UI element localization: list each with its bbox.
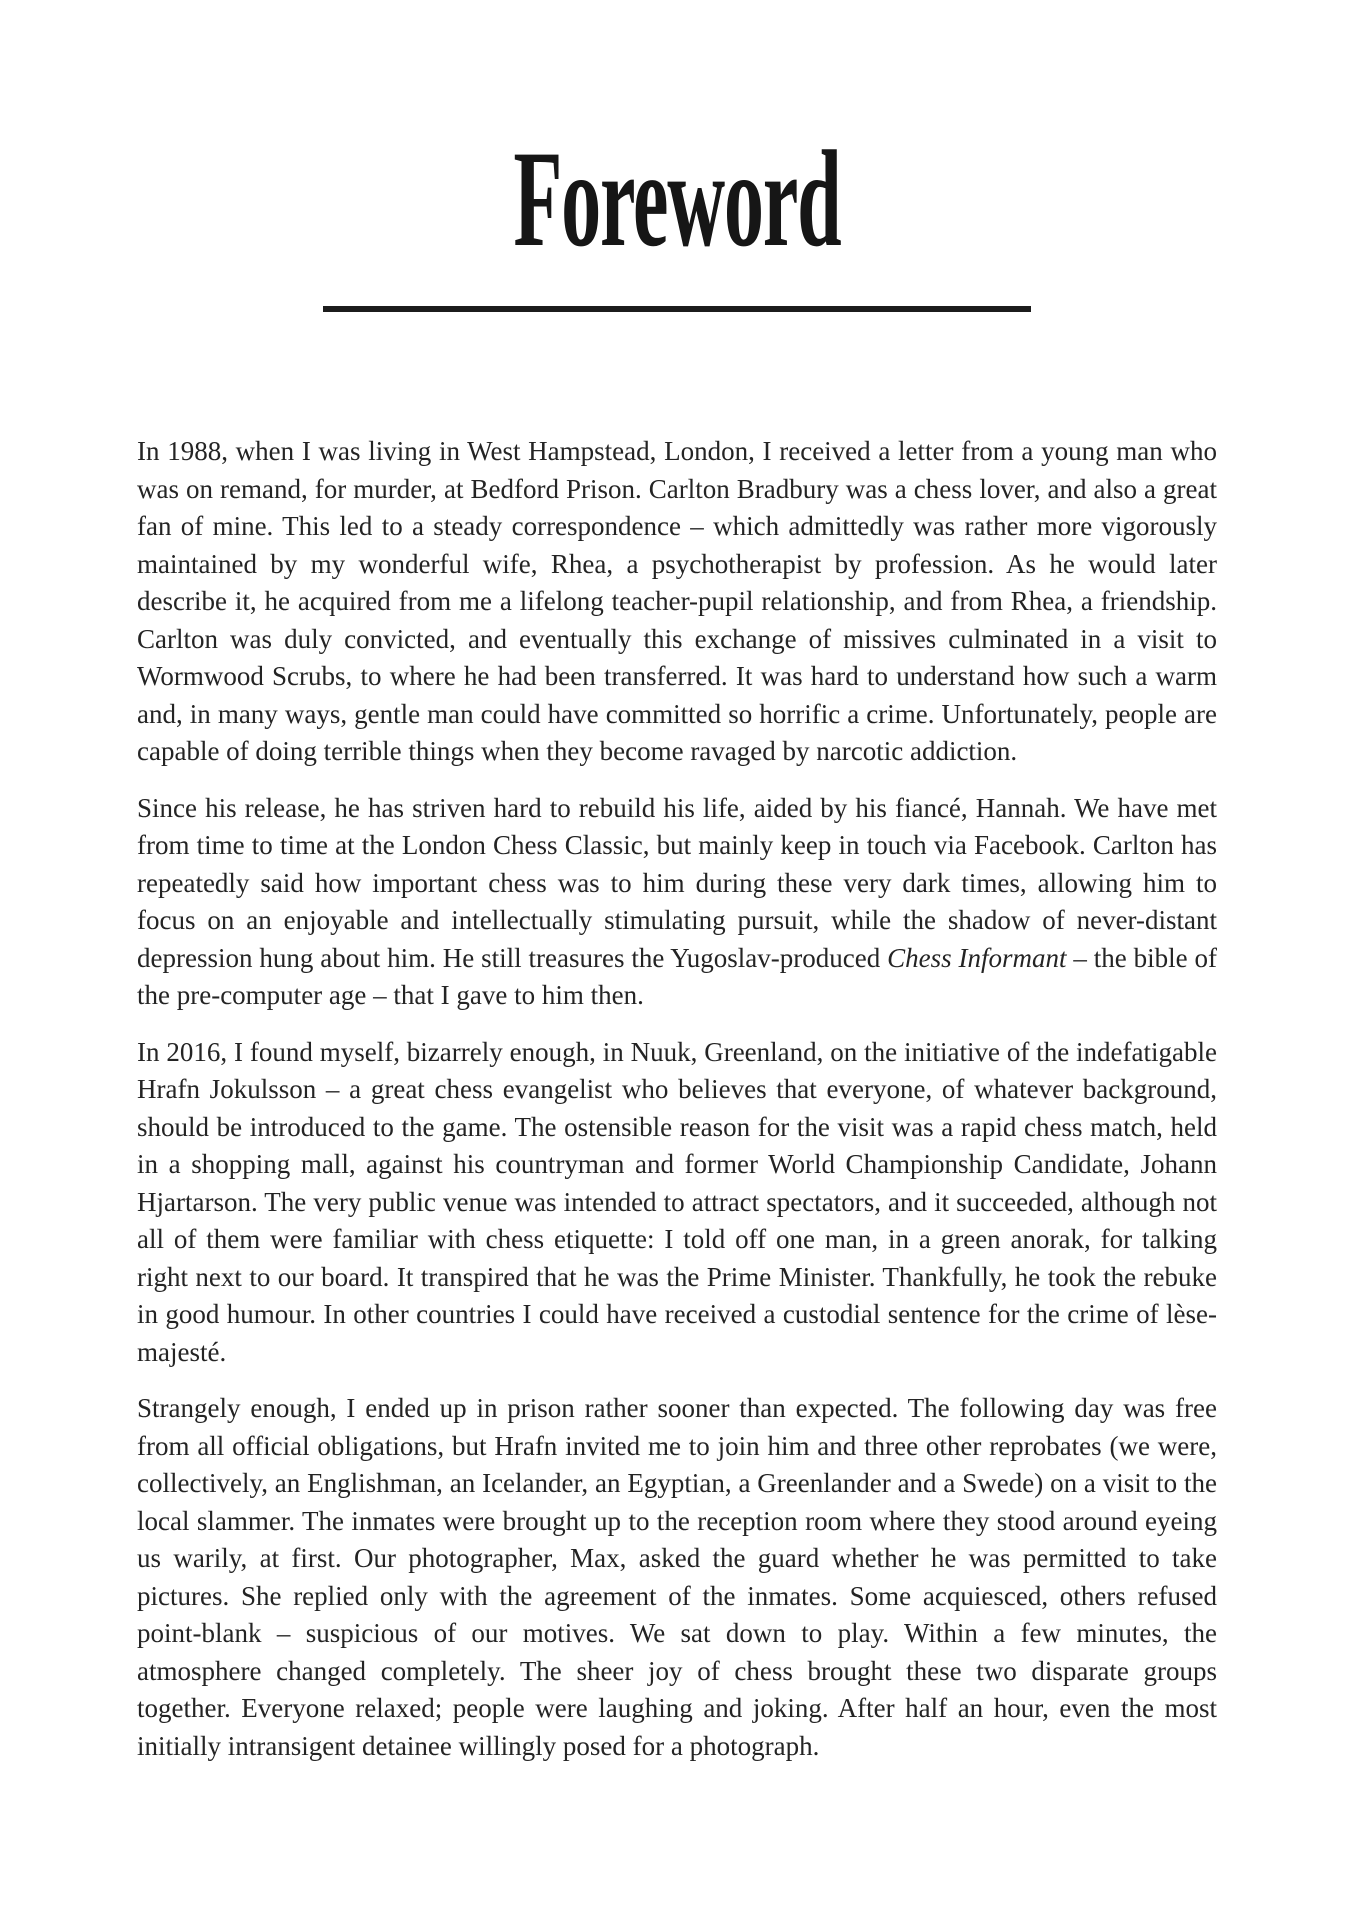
chapter-header [0,122,1354,312]
paragraph-4-text: Strangely enough, I ended up in prison rather sooner than expected. The following day was free from all official obligations, but Hrafn invited me to join him and three other reprobates (we were, collectively, an Englishman, an Icelander, an Egyptian, a Greenlander and a Swede) on a visit to the local slammer. The inmates were brought up to the reception room where they stood around eyeing us warily, at first. Our photographer, Max, asked the guard whether he was permitted to take pictures. She replied only with the agreement of the inmates. Some acquiesced, others refused point-blank – suspicious of our motives. We sat down to play. Within a few minutes, the atmosphere changed completely. The sheer joy of chess brought these two disparate groups together. Everyone relaxed; people were laughing and joking. After half an hour, even the most initially intransigent detainee willingly posed for a photograph. [137,1393,1217,1761]
paragraph-4 [137,1390,1217,1765]
paragraph-1 [137,433,1217,771]
foreword-body [137,312,1217,1765]
paragraph-2-text-start: Since his release, he has striven hard to rebuild his life, aided by his fiancé, Hannah. We have met from time to time at the London Chess Classic, but mainly keep in touch via Facebook. Carlton has repeatedly said how important chess was to him during these very dark times, allowing him to focus on an enjoyable and intellectually stimulating pursuit, while the shadow of never-distant depression hung about him. He still treasures the Yugoslav-produced [137,792,1217,973]
paragraph-3 [137,1034,1217,1372]
chapter-title-text: Foreword [513,122,841,275]
paragraph-2-text-end: – the bible of the pre-computer age – that I gave to him then. [137,942,1217,1010]
paragraph-2 [137,790,1217,1015]
paragraph-3-text: In 2016, I found myself, bizarrely enough, in Nuuk, Greenland, on the initiative of the indefatigable Hrafn Jokulsson – a great chess evangelist who believes that everyone, of whatever background, should be introduced to the game. The ostensible reason for the visit was a rapid chess match, held in a shopping mall, against his countryman and former World Championship Candidate, Johann Hjartarson. The very public venue was intended to attract spectators, and it succeeded, although not all of them were familiar with chess etiquette: I told off one man, in a green anorak, for talking right next to our board. It transpired that he was the Prime Minister. Thankfully, he took the rebuke in good humour. In other countries I could have received a custodial sentence for the crime of lèse-majesté. [137,1036,1217,1367]
book-title-chess-informant: Chess Informant [887,942,1067,973]
paragraph-1-text: In 1988, when I was living in West Hampstead, London, I received a letter from a young man who was on remand, for murder, at Bedford Prison. Carlton Bradbury was a chess lover, and also a great fan of mine. This led to a steady correspondence – which admittedly was rather more vigorously maintained by my wonderful wife, Rhea, a psychotherapist by profession. As he would later describe it, he acquired from me a lifelong teacher-pupil relationship, and from Rhea, a friendship. Carlton was duly convicted, and eventually this exchange of missives culminated in a visit to Wormwood Scrubs, to where he had been transferred. It was hard to understand how such a warm and, in many ways, gentle man could have committed so horrific a crime. Unfortunately, people are capable of doing terrible things when they become ravaged by narcotic addiction. [137,436,1217,766]
chapter-title [0,122,1354,275]
